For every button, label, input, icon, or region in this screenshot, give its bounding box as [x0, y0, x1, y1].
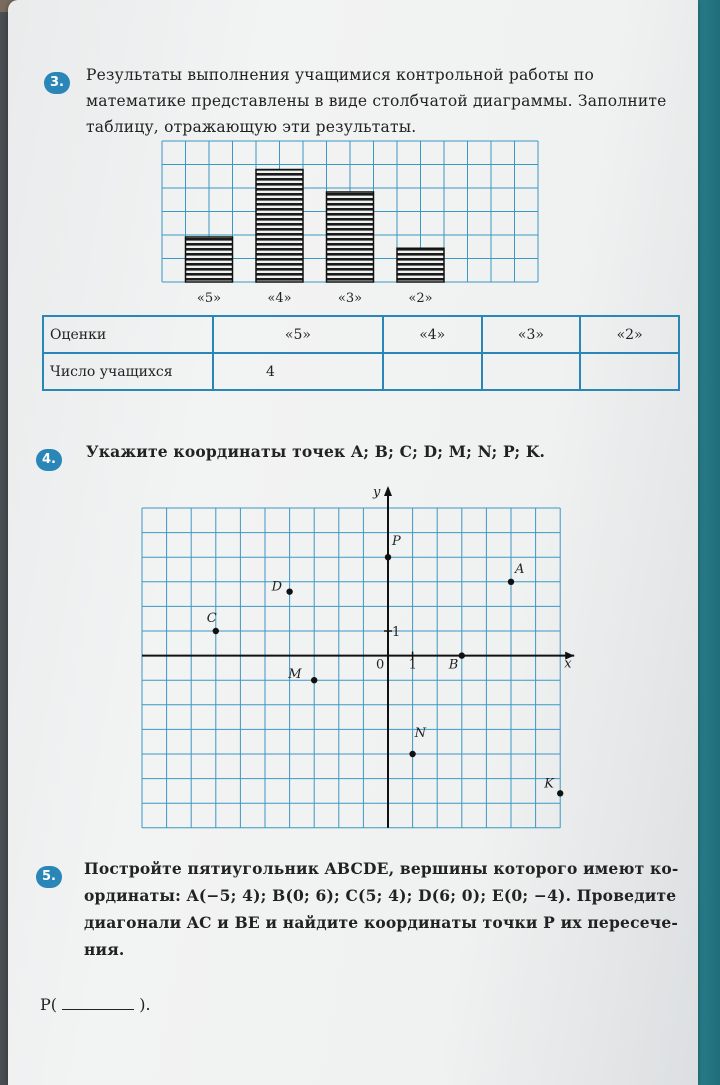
answer-blank[interactable] — [62, 995, 134, 1010]
bar — [327, 192, 374, 282]
point-n — [409, 751, 415, 757]
answer-suffix: ). — [139, 995, 151, 1014]
results-table — [42, 315, 680, 391]
grade-cell: «2» — [580, 316, 679, 353]
grades-row — [43, 316, 679, 353]
count-cell[interactable] — [383, 353, 482, 390]
bar-category-label: «2» — [408, 291, 433, 306]
answer-prefix: P( — [40, 995, 58, 1014]
task-4-number: 4. — [36, 449, 62, 471]
task-4-text: Укажите координаты точек A; B; C; D; M; N; P; K. — [86, 442, 546, 461]
point-b — [459, 652, 465, 658]
task-3-number: 3. — [44, 72, 70, 94]
y-axis-label: y — [373, 485, 381, 500]
point-label-k: K — [544, 776, 554, 792]
task-5-line: ния. — [84, 940, 125, 959]
coordinate-plane — [135, 482, 580, 842]
point-label-c: C — [206, 611, 217, 626]
task-5-number: 5. — [36, 866, 62, 888]
count-cell[interactable]: 4 — [213, 353, 383, 390]
task-5-line: диагонали AC и BE и найдите координаты точки P их пересече- — [84, 913, 679, 932]
answer-line — [40, 995, 151, 1014]
origin-label: 0 — [376, 657, 385, 673]
bar — [397, 248, 444, 282]
x-axis-label: x — [564, 656, 572, 672]
unit-y-label: 1 — [392, 625, 401, 640]
unit-x-label: 1 — [408, 657, 417, 673]
grades-header: Оценки — [43, 316, 213, 353]
point-p — [385, 554, 391, 560]
point-label-p: P — [392, 534, 401, 550]
y-axis-arrow — [384, 486, 392, 496]
task-3-text: Результаты выполнения учащимися контрольной работы по математике представлены в виде столбчатой диаграммы. Заполните таблицу, отражающую эти результаты. — [86, 66, 667, 136]
task-5-line: Постройте пятиугольник ABCDE, вершины которого имеют ко- — [84, 859, 679, 878]
task-5-text — [84, 855, 684, 963]
point-k — [557, 790, 563, 796]
point-c — [213, 628, 219, 634]
counts-header: Число учащихся — [43, 353, 213, 390]
bar-category-label: «4» — [267, 291, 292, 306]
point-m — [311, 677, 317, 683]
point-label-b: B — [448, 657, 459, 673]
bar — [256, 170, 303, 283]
counts-row — [43, 353, 679, 390]
bar-chart — [160, 138, 560, 313]
point-a — [508, 579, 514, 585]
point-d — [286, 588, 292, 594]
count-cell[interactable] — [482, 353, 581, 390]
point-label-m: M — [288, 667, 302, 683]
count-cell[interactable] — [580, 353, 679, 390]
grade-cell: «4» — [383, 316, 482, 353]
bar-category-label: «5» — [196, 291, 222, 306]
bar-category-label: «3» — [337, 291, 363, 306]
bar — [186, 237, 233, 282]
grade-cell: «3» — [482, 316, 581, 353]
point-label-a: A — [515, 561, 525, 577]
grade-cell: «5» — [213, 316, 383, 353]
point-label-d: D — [271, 579, 283, 595]
point-label-n: N — [414, 726, 426, 741]
task-5-line: ординаты: A(−5; 4); B(0; 6); C(5; 4); D(6; 0); E(0; −4). Проведите — [84, 886, 677, 905]
